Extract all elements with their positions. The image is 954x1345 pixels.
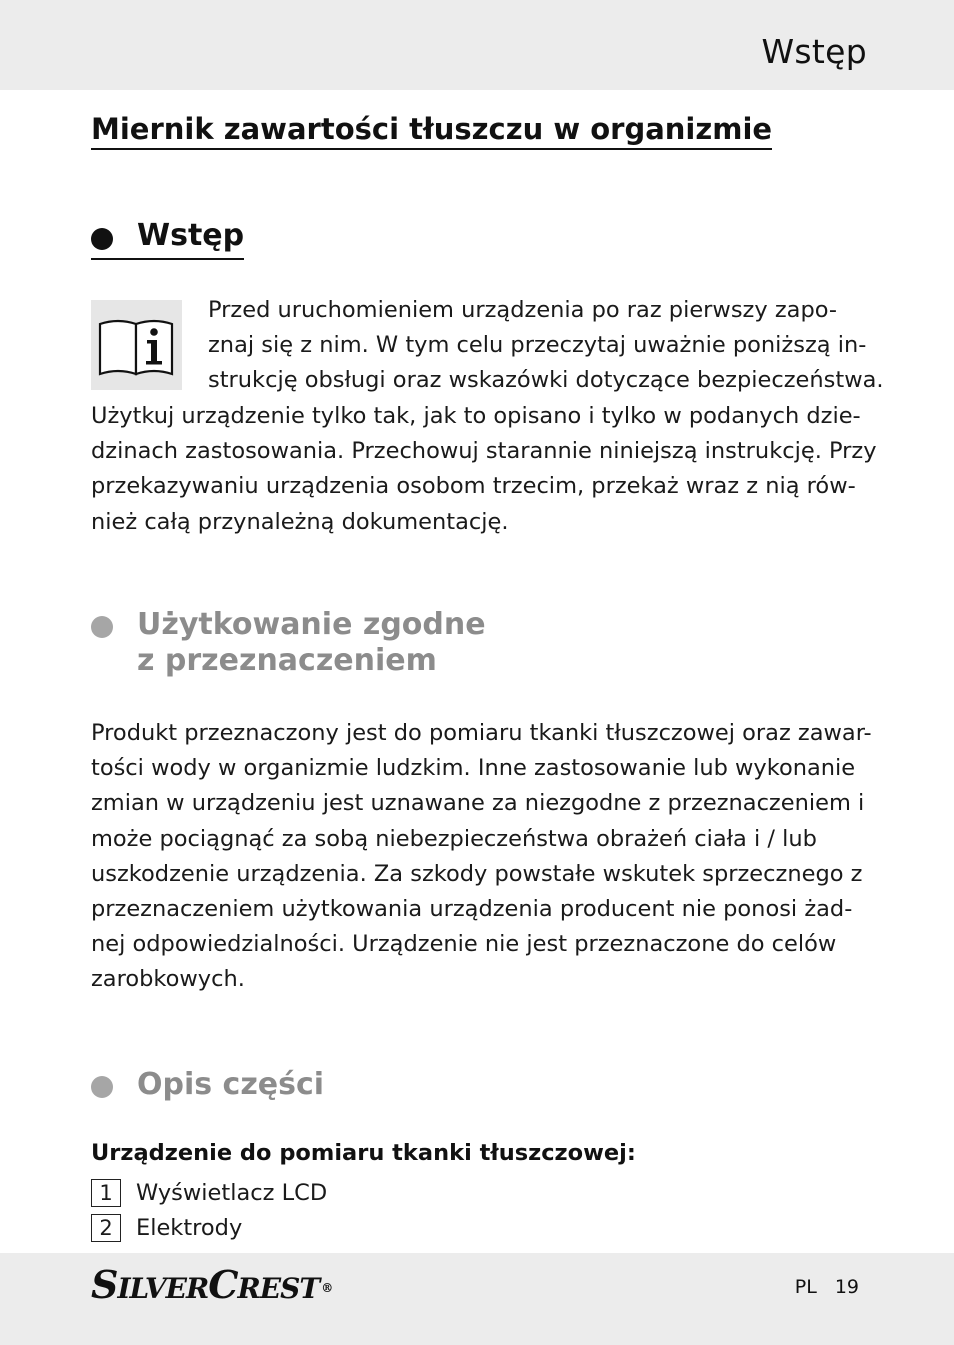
text-line: nież całą przynależną dokumentację. bbox=[91, 508, 509, 535]
section-title-line: z przeznaczeniem bbox=[137, 643, 437, 678]
intro-paragraph-beside-icon bbox=[208, 293, 884, 399]
parts-subheading: Urządzenie do pomiaru tkanki tłuszczowej: bbox=[91, 1140, 636, 1166]
text-line: Produkt przeznaczony jest do pomiaru tkanki tłuszczowej oraz zawar- bbox=[91, 720, 872, 746]
bullet-icon bbox=[91, 1076, 113, 1098]
document-title: Miernik zawartości tłuszczu w organizmie bbox=[91, 112, 772, 150]
section-use-heading bbox=[91, 607, 486, 679]
text-line: przekazywaniu urządzenia osobom trzecim, przekaż wraz z nią rów- bbox=[91, 473, 856, 500]
part-label: Elektrody bbox=[136, 1215, 243, 1241]
text-line: Użytkuj urządzenie tylko tak, jak to opisano i tylko w podanych dzie- bbox=[91, 403, 861, 429]
page-number: 19 bbox=[834, 1276, 859, 1298]
text-line: przeznaczeniem użytkowania urządzenia producent nie ponosi żad- bbox=[91, 895, 853, 922]
text-line: uszkodzenie urządzenia. Za szkody powstałe wskutek sprzecznego z bbox=[91, 860, 863, 887]
language-code: PL bbox=[794, 1276, 817, 1298]
manual-info-icon bbox=[91, 300, 182, 390]
section-parts-heading bbox=[91, 1067, 324, 1103]
brand-logo: SILVERCREST ® bbox=[91, 1262, 333, 1307]
section-intro-heading bbox=[91, 218, 244, 260]
text-line: nej odpowiedzialności. Urządzenie nie jest przeznaczone do celów bbox=[91, 931, 837, 958]
intro-paragraph bbox=[91, 399, 877, 540]
part-number-box: 2 bbox=[91, 1214, 121, 1242]
text-line: Przed uruchomieniem urządzenia po raz pierwszy zapo- bbox=[208, 297, 838, 323]
page-meta bbox=[795, 1276, 859, 1298]
section-title bbox=[137, 607, 486, 679]
part-label: Wyświetlacz LCD bbox=[136, 1180, 328, 1206]
section-title-line: Użytkowanie zgodne bbox=[137, 607, 486, 642]
list-item bbox=[91, 1214, 242, 1242]
text-line: dzinach zastosowania. Przechowuj starannie niniejszą instrukcję. Przy bbox=[91, 438, 877, 465]
text-line: strukcję obsługi oraz wskazówki dotyczące bezpieczeństwa. bbox=[208, 367, 884, 394]
text-line: tości wody w organizmie ludzkim. Inne zastosowanie lub wykonanie bbox=[91, 755, 856, 782]
use-paragraph bbox=[91, 716, 872, 998]
text-line: może pociągnąć za sobą niebezpieczeństwa obrażeń ciała i / lub bbox=[91, 825, 817, 852]
part-number-box: 1 bbox=[91, 1179, 121, 1207]
section-title: Opis części bbox=[137, 1067, 325, 1102]
bullet-icon bbox=[91, 228, 113, 250]
text-line: zarobkowych. bbox=[91, 966, 245, 993]
text-line: znaj się z nim. W tym celu przeczytaj uważnie poniższą in- bbox=[208, 332, 867, 359]
section-title: Wstęp bbox=[137, 218, 245, 253]
page-header-title: Wstęp bbox=[761, 32, 867, 71]
text-line: zmian w urządzeniu jest uznawane za niezgodne z przeznaczeniem i bbox=[91, 790, 865, 817]
list-item bbox=[91, 1179, 327, 1207]
bullet-icon bbox=[91, 616, 113, 638]
